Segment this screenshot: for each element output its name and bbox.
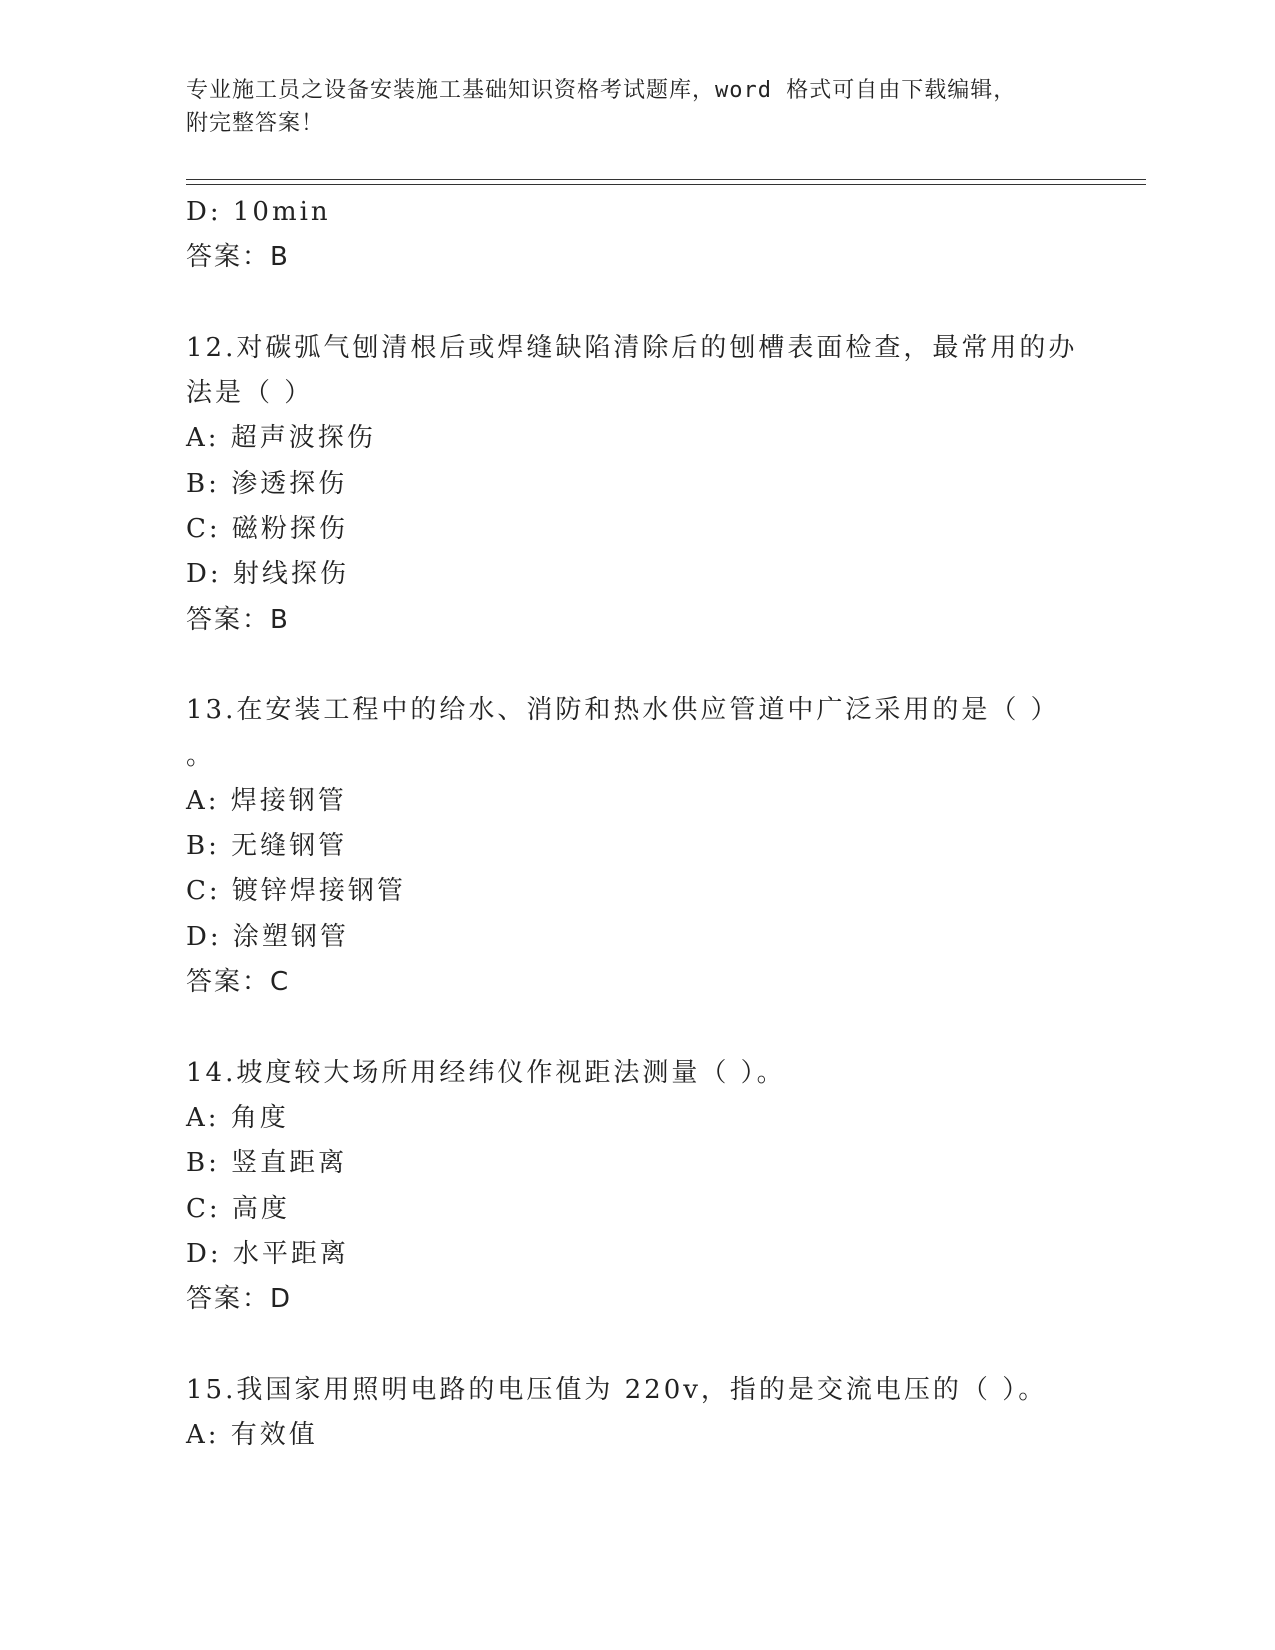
question-spacer — [186, 1005, 1146, 1050]
question-stem-line: 13.在安装工程中的给水、消防和热水供应管道中广泛采用的是（ ） — [186, 695, 1060, 726]
answer: 答案：C — [186, 967, 291, 998]
header-line-2: 附完整答案！ — [186, 111, 325, 136]
option-b: B: 竖直距离 — [186, 1148, 348, 1179]
option-d: D: 水平距离 — [186, 1238, 349, 1269]
option-b: B: 无缝钢管 — [186, 831, 348, 862]
option-c: C: 镀锌焊接钢管 — [186, 876, 406, 907]
answer: 答案：B — [186, 604, 290, 635]
header-rule-top — [186, 179, 1146, 180]
question-15 — [186, 1368, 1146, 1459]
question-stem-line: 12.对碳弧气刨清根后或焊缝缺陷清除后的刨槽表面检查，最常用的办 — [186, 332, 1078, 363]
option-c: C: 高度 — [186, 1193, 290, 1224]
option-a: A: 有效值 — [186, 1420, 318, 1451]
question-list — [186, 190, 1146, 1458]
question-stem-line: 15.我国家用照明电路的电压值为 220v，指的是交流电压的（ ）。 — [186, 1374, 1048, 1405]
option-c: C: 磁粉探伤 — [186, 514, 348, 545]
option-a: A: 超声波探伤 — [186, 423, 376, 454]
header-line-1: 专业施工员之设备安装施工基础知识资格考试题库，word 格式可自由下载编辑， — [186, 78, 1017, 103]
question-12 — [186, 326, 1146, 643]
option-a: A: 焊接钢管 — [186, 785, 347, 816]
answer: 答案：D — [186, 1284, 293, 1315]
question-13 — [186, 688, 1146, 1005]
answer: 答案：B — [186, 242, 290, 273]
option-a: A: 角度 — [186, 1102, 289, 1133]
question-spacer — [186, 281, 1146, 326]
question-stem-line: 法是（ ） — [186, 378, 314, 409]
question-stem-line: 。 — [186, 740, 216, 771]
document-header — [186, 74, 1066, 140]
question-14 — [186, 1051, 1146, 1323]
header-rule-bottom — [186, 184, 1146, 185]
question-stem-line: 14.坡度较大场所用经纬仪作视距法测量（ ）。 — [186, 1057, 786, 1088]
question-spacer — [186, 1322, 1146, 1367]
option-d: D: 射线探伤 — [186, 559, 349, 590]
question-spacer — [186, 643, 1146, 688]
option-d: D: 涂塑钢管 — [186, 921, 349, 952]
option-d: D: 10min — [186, 197, 331, 227]
option-b: B: 渗透探伤 — [186, 468, 348, 499]
